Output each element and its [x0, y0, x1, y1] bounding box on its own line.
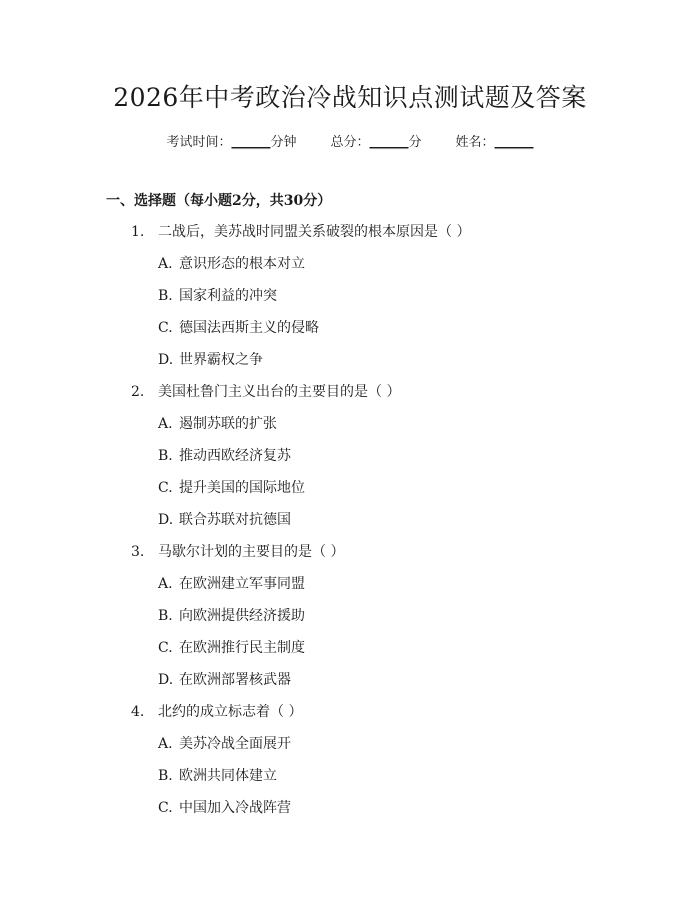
option-letter: B. [158, 608, 173, 624]
student-name-blank: ______ [494, 135, 534, 150]
question-number: 3. [131, 544, 145, 560]
answer-option [0, 574, 700, 606]
question-text: 二战后，美苏战时同盟关系破裂的根本原因是（ ） [158, 224, 471, 240]
option-letter: B. [158, 768, 173, 784]
option-letter: D. [158, 352, 174, 368]
answer-option [0, 670, 700, 702]
answer-option [0, 350, 700, 382]
option-letter: B. [158, 448, 173, 464]
option-text: 中国加入冷战阵营 [179, 800, 291, 816]
exam-time-blank: ______ [231, 135, 271, 150]
answer-option [0, 798, 700, 830]
total-score-unit: 分 [408, 135, 422, 150]
answer-option [0, 318, 700, 350]
page-title: 2026年中考政治冷战知识点测试题及答案 [113, 83, 587, 112]
question-stem [0, 382, 700, 414]
total-score-label: 总分： [330, 135, 370, 150]
question-text: 美国杜鲁门主义出台的主要目的是（ ） [158, 384, 401, 400]
exam-time-label: 考试时间： [166, 135, 232, 150]
option-letter: C. [158, 640, 173, 656]
option-letter: A. [158, 416, 173, 432]
option-letter: C. [158, 480, 173, 496]
answer-option [0, 286, 700, 318]
answer-option [0, 478, 700, 510]
option-text: 国家利益的冲突 [179, 288, 277, 304]
section-heading: 一、选择题（每小题2分，共30分） [106, 193, 332, 209]
option-text: 世界霸权之争 [179, 352, 263, 368]
answer-option [0, 766, 700, 798]
student-name-label: 姓名： [455, 135, 495, 150]
answer-option [0, 254, 700, 286]
exam-info-bar [0, 131, 700, 150]
student-name-field [456, 131, 534, 150]
answer-option [0, 606, 700, 638]
option-text: 在欧洲推行民主制度 [179, 640, 305, 656]
option-text: 意识形态的根本对立 [179, 256, 305, 272]
question-stem [0, 542, 700, 574]
option-text: 在欧洲部署核武器 [179, 672, 291, 688]
option-letter: B. [158, 288, 173, 304]
option-text: 在欧洲建立军事同盟 [179, 576, 305, 592]
question-stem [0, 702, 700, 734]
option-text: 向欧洲提供经济援助 [179, 608, 305, 624]
answer-option [0, 734, 700, 766]
option-text: 推动西欧经济复苏 [179, 448, 291, 464]
option-text: 德国法西斯主义的侵略 [179, 320, 319, 336]
option-letter: C. [158, 800, 173, 816]
option-text: 提升美国的国际地位 [179, 480, 305, 496]
option-letter: A. [158, 736, 173, 752]
question-stem [0, 222, 700, 254]
option-letter: A. [158, 576, 173, 592]
option-text: 遏制苏联的扩张 [179, 416, 277, 432]
question-text: 北约的成立标志着（ ） [158, 704, 303, 720]
question-number: 4. [131, 704, 145, 720]
question-number: 2. [131, 384, 145, 400]
answer-option [0, 510, 700, 542]
option-letter: A. [158, 256, 173, 272]
exam-time-unit: 分钟 [270, 135, 297, 150]
option-text: 美苏冷战全面展开 [179, 736, 291, 752]
option-text: 欧洲共同体建立 [179, 768, 277, 784]
total-score-blank: ______ [369, 135, 409, 150]
option-text: 联合苏联对抗德国 [179, 512, 291, 528]
question-number: 1. [131, 224, 145, 240]
answer-option [0, 414, 700, 446]
answer-option [0, 446, 700, 478]
total-score-field [330, 131, 421, 150]
question-list [0, 222, 700, 830]
question-text: 马歇尔计划的主要目的是（ ） [158, 544, 345, 560]
option-letter: D. [158, 672, 174, 688]
exam-time-field [166, 131, 296, 150]
option-letter: D. [158, 512, 174, 528]
option-letter: C. [158, 320, 173, 336]
answer-option [0, 638, 700, 670]
